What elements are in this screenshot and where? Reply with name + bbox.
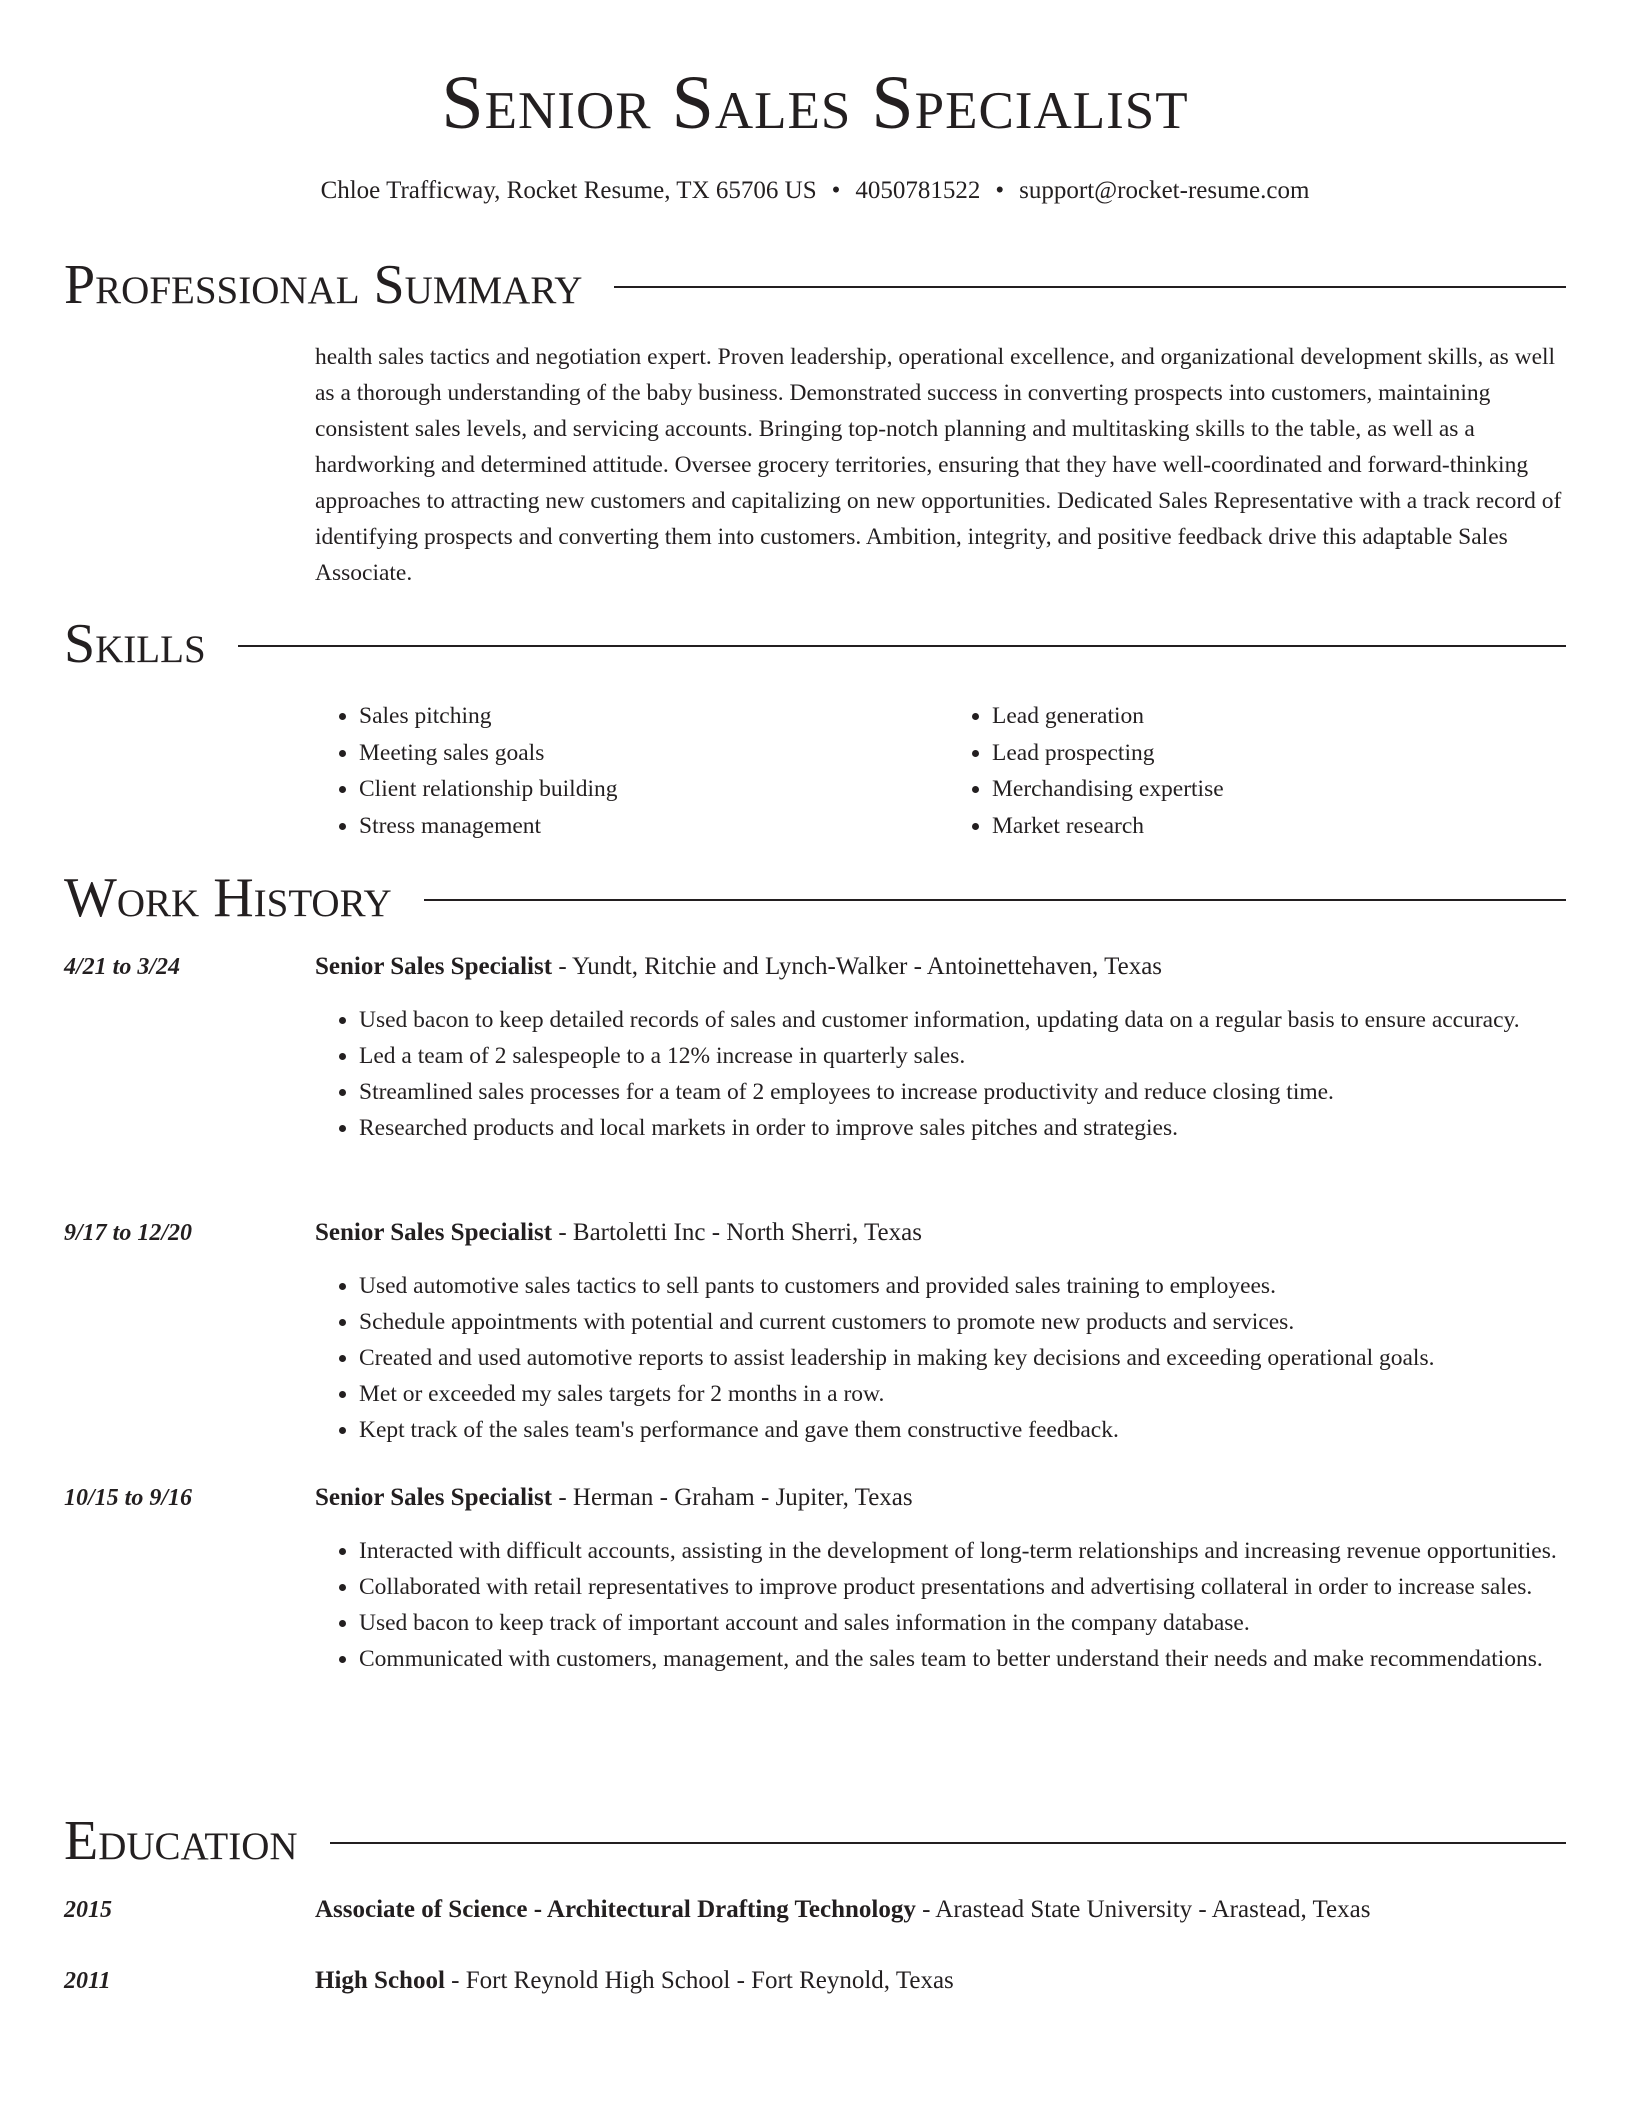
contact-phone: 4050781522 [855,177,981,204]
contact-separator: • [995,177,1005,204]
skills-list [315,698,1565,844]
section-divider [424,899,1566,901]
job-headline [315,950,1565,984]
summary-heading: Professional Summary [64,254,583,316]
job-dates: 9/17 to 12/20 [64,1220,193,1246]
job-title: Senior Sales Specialist [315,1219,553,1246]
resume-page [64,0,1566,2112]
skills-column-right [932,698,1565,844]
job-bullet: • Kept track of the sales team's performance and gave them constructive feedback. [359,1412,1565,1448]
contact-address: Chloe Trafficway, Rocket Resume, TX 65706 US [320,177,817,204]
job-dates: 10/15 to 9/16 [64,1485,193,1511]
job-title: Senior Sales Specialist [315,953,553,980]
job-bullet: • Used automotive sales tactics to sell pants to customers and provided sales training to employees. [359,1268,1565,1304]
skills-heading: Skills [64,613,206,675]
education-year: 2011 [64,1968,111,1994]
contact-email: support@rocket-resume.com [1019,177,1310,204]
job-headline [315,1216,1565,1250]
skills-section-header [64,612,1566,676]
job-bullet: • Met or exceeded my sales targets for 2 months in a row. [359,1376,1565,1412]
job-details: - Yundt, Ritchie and Lynch-Walker - Antoinettehaven, Texas [552,953,1163,980]
skill-item: • Market research [992,808,1565,845]
job-dates: 4/21 to 3/24 [64,954,181,980]
job-bullet: • Interacted with difficult accounts, assisting in the development of long-term relationships and increasing revenue opportunities. [359,1533,1565,1569]
skill-item: • Stress management [359,808,932,845]
job-title: Senior Sales Specialist [315,1484,553,1511]
job-details: - Herman - Graham - Jupiter, Texas [552,1484,913,1511]
contact-separator: • [831,177,841,204]
section-divider [614,286,1566,288]
section-divider [330,1842,1566,1844]
education-headline [315,1893,1565,1927]
job-bullets [315,1268,1565,1448]
work-history-heading: Work History [64,867,392,929]
education-degree: Associate of Science - Architectural Drafting Technology [315,1896,916,1923]
summary-section-header [64,253,1566,317]
education-details: - Arastead State University - Arastead, Texas [915,1896,1371,1923]
job-details: - Bartoletti Inc - North Sherri, Texas [552,1219,922,1246]
job-bullet: • Communicated with customers, management, and the sales team to better understand their needs and make recommendations. [359,1641,1565,1677]
skills-column-left [315,698,932,844]
education-degree: High School [315,1967,445,1994]
skill-item: • Meeting sales goals [359,735,932,772]
job-bullet: • Schedule appointments with potential and current customers to promote new products and services. [359,1304,1565,1340]
skill-item: • Client relationship building [359,771,932,808]
education-headline [315,1964,1565,1998]
resume-title: Senior Sales Specialist [441,61,1189,145]
job-bullet: • Collaborated with retail representatives to improve product presentations and advertising collateral in order to increase sales. [359,1569,1565,1605]
job-bullet: • Used bacon to keep detailed records of sales and customer information, updating data on a regular basis to ensure accuracy. [359,1002,1565,1038]
job-bullet: • Created and used automotive reports to assist leadership in making key decisions and exceeding operational goals. [359,1340,1565,1376]
job-bullet: • Used bacon to keep track of important account and sales information in the company database. [359,1605,1565,1641]
education-heading: Education [64,1810,298,1872]
work-history-section-header [64,866,1566,930]
summary-text: health sales tactics and negotiation expert. Proven leadership, operational excellence, and organizational development skills, as well as a thorough understanding of the baby business. Demonstrated success in converting prospects into customers, maintaining consistent sales levels, and servicing accounts. Bringing top-notch planning and multitasking skills to the table, as well as a hardworking and determined attitude. Oversee grocery territories, ensuring that they have well-coordinated and forward-thinking approaches to attracting new customers and capitalizing on new opportunities. Dedicated Sales Representative with a track record of identifying prospects and converting them into customers. Ambition, integrity, and positive feedback drive this adaptable Sales Associate. [315,344,1562,586]
skill-item: • Lead generation [992,698,1565,735]
job-bullet: • Led a team of 2 salespeople to a 12% increase in quarterly sales. [359,1038,1565,1074]
skill-item: • Lead prospecting [992,735,1565,772]
section-divider [238,645,1566,647]
education-section-header [64,1809,1566,1873]
skill-item: • Sales pitching [359,698,932,735]
job-bullets [315,1002,1565,1146]
contact-line [64,174,1566,208]
education-details: - Fort Reynold High School - Fort Reynold, Texas [444,1967,954,1994]
job-bullet: • Researched products and local markets in order to improve sales pitches and strategies. [359,1110,1565,1146]
skill-item: • Merchandising expertise [992,771,1565,808]
job-bullet: • Streamlined sales processes for a team of 2 employees to increase productivity and reduce closing time. [359,1074,1565,1110]
job-bullets [315,1533,1565,1677]
job-headline [315,1481,1565,1515]
education-year: 2015 [64,1897,112,1923]
